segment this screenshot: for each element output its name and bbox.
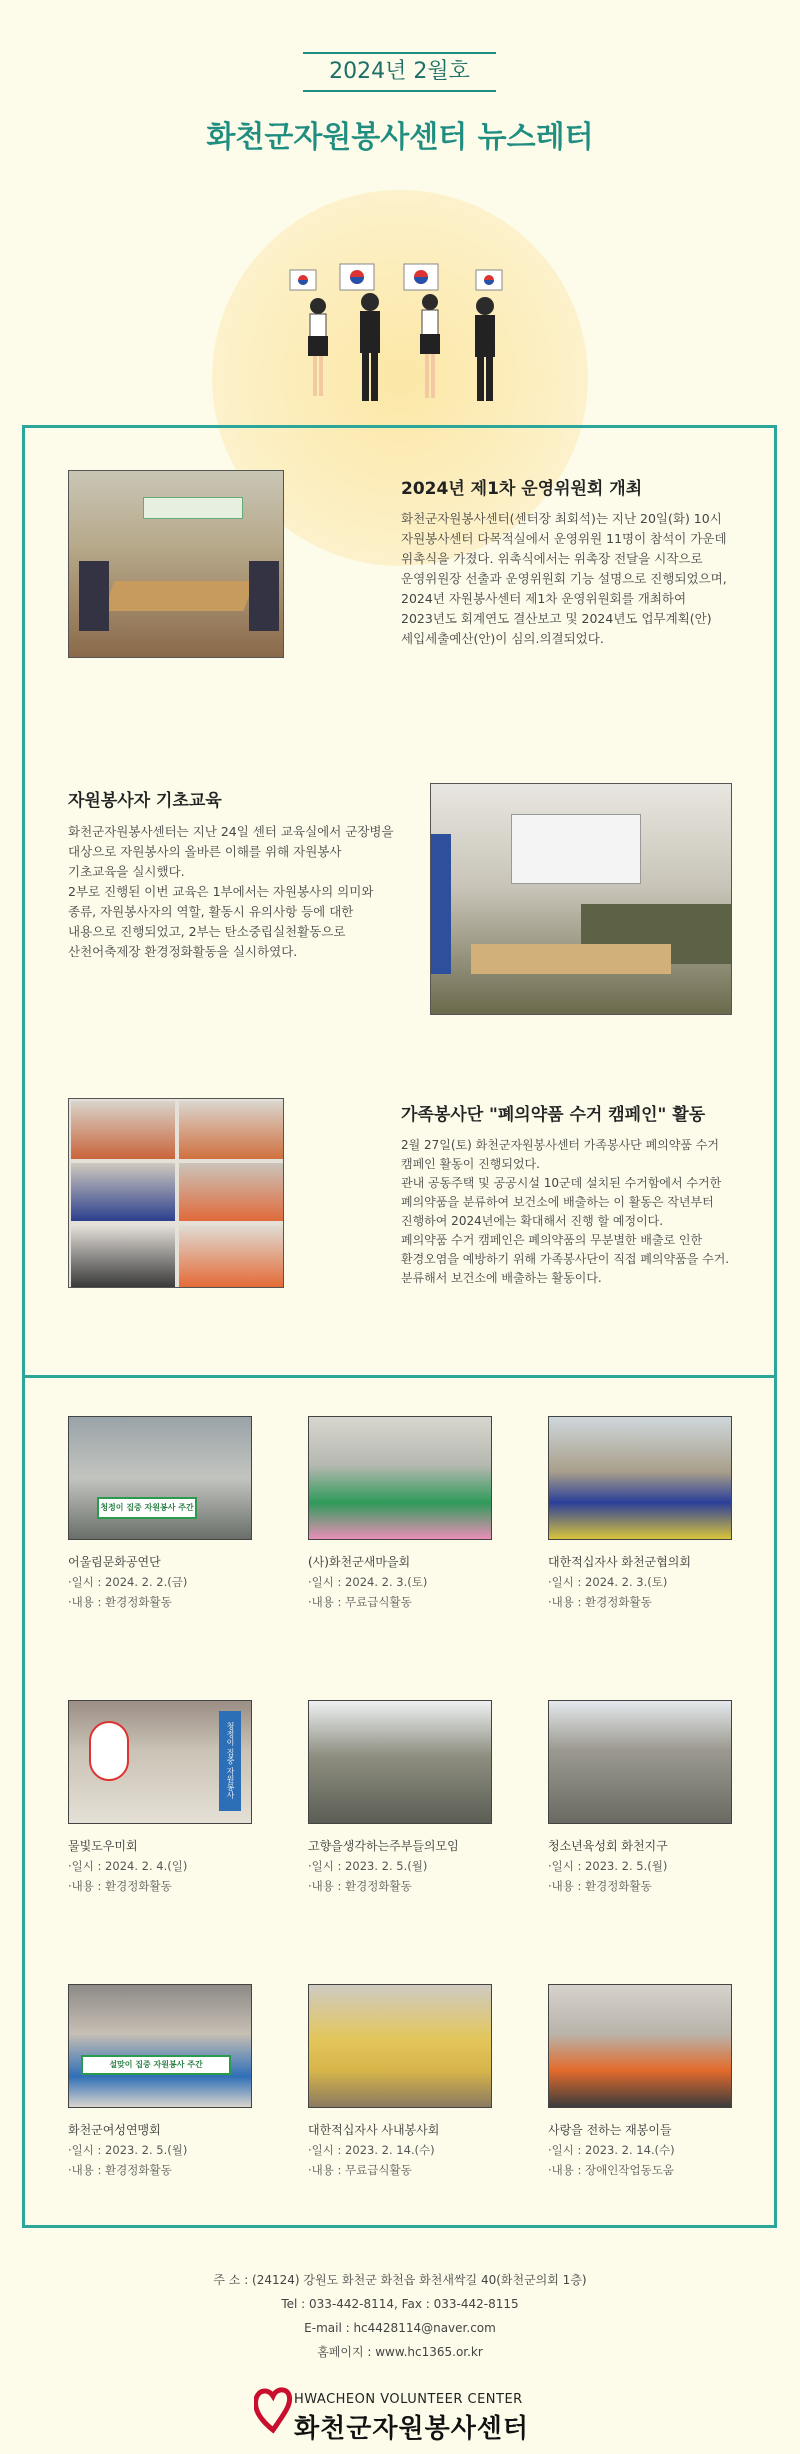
activity-card bbox=[68, 1416, 252, 1612]
activity-date: ·일시 : 2024. 2. 2.(금) bbox=[68, 1575, 188, 1589]
activity-name: 청소년육성회 화천지구 bbox=[548, 1839, 668, 1853]
activity-photo bbox=[548, 1984, 732, 2108]
activity-name: 사랑을 전하는 재봉이들 bbox=[548, 2123, 672, 2137]
issue-label: 2024년 2월호 bbox=[303, 52, 496, 92]
activity-content: ·내용 : 환경정화활동 bbox=[308, 1879, 412, 1893]
activity-name: 대한적십자사 사내봉사회 bbox=[308, 2123, 440, 2137]
activity-content: ·내용 : 환경정화활동 bbox=[548, 1879, 652, 1893]
logo-english-text: HWACHEON VOLUNTEER CENTER bbox=[294, 2392, 523, 2407]
article-2-paragraph-1: 화천군자원봉사센터는 지난 24일 센터 교육실에서 군장병을 대상으로 자원봉사의 올바른 이해를 위해 자원봉사 기초교육을 실시했다. bbox=[68, 824, 394, 879]
activity-photo bbox=[548, 1700, 732, 1824]
article-3-title: 가족봉사단 "폐의약품 수거 캠페인" 활동 bbox=[401, 1105, 706, 1125]
article-1-body: 화천군자원봉사센터(센터장 최회석)는 지난 20일(화) 10시 자원봉사센터 다목적실에서 운영위원 11명이 참석이 가운데 위촉식을 가졌다. 위촉식에서는 위촉장 전달을 시작으로 운영위원장 선출과 운영위원회 기능 설명으로 진행되었으며, 2024년 자원봉사센터 제1차 운영위원회를 개최하여 2023년도 회계연도 결산보고 및 2024년도 업무계획(안) 세입세출예산(안)이 심의.의결되었다. bbox=[401, 511, 727, 646]
activity-name: 물빛도우미회 bbox=[68, 1839, 138, 1853]
footer-phone: Tel : 033-442-8114, Fax : 033-442-8115 bbox=[281, 2297, 519, 2311]
activity-banner: 설맞이 집중 자원봉사 주간 bbox=[81, 2055, 231, 2075]
activity-photo bbox=[68, 1416, 252, 1540]
article-2-title: 자원봉사자 기초교육 bbox=[68, 791, 222, 811]
footer-homepage[interactable]: 홈페이지 : www.hc1365.or.kr bbox=[317, 2345, 483, 2359]
activity-date: ·일시 : 2024. 2. 3.(토) bbox=[548, 1575, 668, 1589]
article-3-body bbox=[401, 1136, 739, 1288]
activity-photo bbox=[68, 1984, 252, 2108]
campaign-collage-photo bbox=[68, 1098, 284, 1288]
activity-photo bbox=[308, 1984, 492, 2108]
newsletter-header bbox=[0, 0, 800, 425]
activity-card bbox=[68, 1984, 252, 2180]
education-photo bbox=[430, 783, 732, 1015]
activity-date: ·일시 : 2023. 2. 14.(수) bbox=[548, 2143, 675, 2157]
article-3-paragraph-3: 폐의약품 수거 캠페인은 폐의약품의 무분별한 배출로 인한 환경오염을 예방하기 위해 가족봉사단이 직접 폐의약품을 수거.분류해서 보건소에 배출하는 활동이다. bbox=[401, 1233, 730, 1285]
activity-date: ·일시 : 2023. 2. 5.(월) bbox=[308, 1859, 428, 1873]
article-2-body bbox=[68, 822, 404, 962]
meeting-photo bbox=[68, 470, 284, 658]
activity-date: ·일시 : 2023. 2. 5.(월) bbox=[548, 1859, 668, 1873]
activity-banner: 청정이 집중 자원봉사 bbox=[219, 1711, 241, 1811]
activity-card bbox=[308, 1700, 492, 1896]
heart-logo-icon bbox=[254, 2384, 292, 2436]
activity-name: 대한적십자사 화천군협의회 bbox=[548, 1555, 691, 1569]
taegukgi-icon bbox=[290, 264, 502, 290]
activity-content: ·내용 : 환경정화활동 bbox=[68, 1595, 172, 1609]
activity-card bbox=[548, 1416, 732, 1612]
flag-people-illustration bbox=[280, 262, 520, 412]
activity-content: ·내용 : 장애인작업동도움 bbox=[548, 2163, 674, 2177]
activity-content: ·내용 : 환경정화활동 bbox=[548, 1595, 652, 1609]
activity-date: ·일시 : 2024. 2. 4.(일) bbox=[68, 1859, 188, 1873]
center-logo bbox=[254, 2378, 554, 2444]
newsletter-title: 화천군자원봉사센터 뉴스레터 bbox=[206, 120, 594, 155]
footer-address: 주 소 : (24124) 강원도 화천군 화천읍 화천새싹길 40(화천군의회 1층) bbox=[213, 2273, 587, 2287]
activity-date: ·일시 : 2023. 2. 5.(월) bbox=[68, 2143, 188, 2157]
activity-date: ·일시 : 2023. 2. 14.(수) bbox=[308, 2143, 435, 2157]
activity-photo bbox=[308, 1416, 492, 1540]
activity-date: ·일시 : 2024. 2. 3.(토) bbox=[308, 1575, 428, 1589]
activity-name: 화천군여성연맹회 bbox=[68, 2123, 161, 2137]
activity-content: ·내용 : 환경정화활동 bbox=[68, 1879, 172, 1893]
logo-korean-text: 화천군자원봉사센터 bbox=[294, 2414, 530, 2444]
article-2-paragraph-2: 2부로 진행된 이번 교육은 1부에서는 자원봉사의 의미와 종류, 자원봉사자의 역할, 활동시 유의사항 등에 대한 내용으로 진행되었고, 2부는 탄소중립실천활동으로 산천어축제장 환경정화활동을 실시하였다. bbox=[68, 884, 374, 959]
activity-name: 고향을생각하는주부들의모임 bbox=[308, 1839, 459, 1853]
activity-banner: 청정이 집중 자원봉사 주간 bbox=[97, 1497, 197, 1519]
footer-email[interactable]: E-mail : hc4428114@naver.com bbox=[304, 2321, 496, 2335]
article-3-paragraph-1: 2월 27일(토) 화천군자원봉사센터 가족봉사단 폐의약품 수거 캠페인 활동이 진행되었다. bbox=[401, 1138, 719, 1171]
article-1-title: 2024년 제1차 운영위원회 개최 bbox=[401, 479, 643, 499]
activity-content: ·내용 : 환경정화활동 bbox=[68, 2163, 172, 2177]
activity-card bbox=[68, 1700, 252, 1896]
activity-photo bbox=[68, 1700, 252, 1824]
activity-name: 어울림문화공연단 bbox=[68, 1555, 161, 1569]
activity-card bbox=[548, 1700, 732, 1896]
article-3-paragraph-2: 관내 공동주택 및 공공시설 10군데 설치된 수거함에서 수거한 폐의약품을 분류하여 보건소에 배출하는 이 활동은 작년부터 진행하여 2024년에는 확대해서 진행 할 예정이다. bbox=[401, 1176, 722, 1228]
activity-content: ·내용 : 무료급식활동 bbox=[308, 2163, 412, 2177]
activity-photo bbox=[548, 1416, 732, 1540]
activity-card bbox=[308, 1984, 492, 2180]
activity-card bbox=[308, 1416, 492, 1612]
footer bbox=[0, 2268, 800, 2364]
activity-content: ·내용 : 무료급식활동 bbox=[308, 1595, 412, 1609]
activity-card bbox=[548, 1984, 732, 2180]
activity-photo bbox=[308, 1700, 492, 1824]
activity-name: (사)화천군새마을회 bbox=[308, 1555, 411, 1569]
